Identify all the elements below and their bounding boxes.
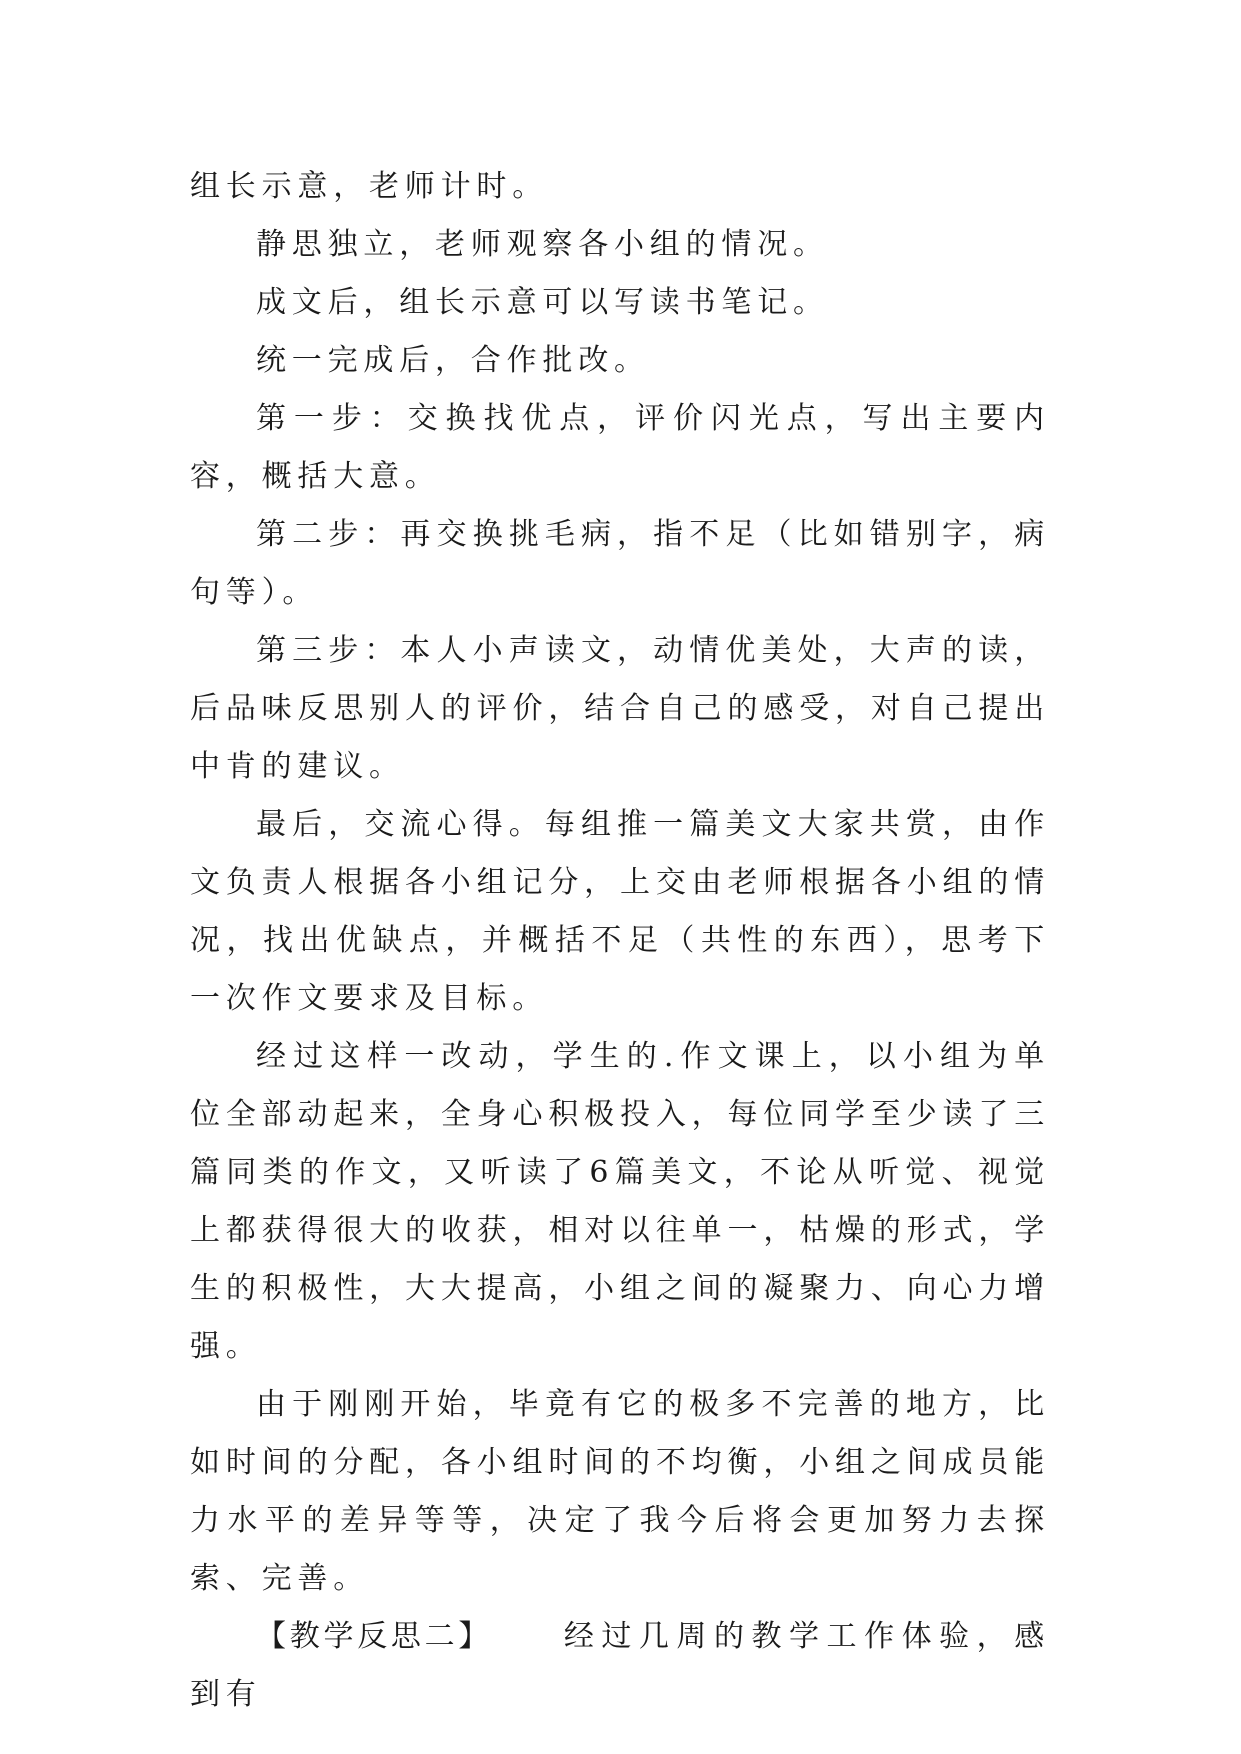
paragraph-8: 最后，交流心得。每组推一篇美文大家共赏，由作文负责人根据各小组记分，上交由老师根据各小组的情况，找出优缺点，并概括不足（共性的东西），思考下一次作文要求及目标。: [190, 807, 1050, 1016]
paragraph-7: 第三步：本人小声读文，动情优美处，大声的读，后品味反思别人的评价，结合自己的感受，对自己提出中肯的建议。: [190, 633, 1050, 784]
paragraph-10: 由于刚刚开始，毕竟有它的极多不完善的地方，比如时间的分配，各小组时间的不均衡，小组之间成员能力水平的差异等等，决定了我今后将会更加努力去探索、完善。: [190, 1387, 1050, 1596]
paragraph-2: 静思独立，老师观察各小组的情况。: [256, 227, 829, 262]
section-heading: 【教学反思二】: [256, 1619, 493, 1654]
paragraph-6: 第二步：再交换挑毛病，指不足（比如错别字，病句等）。: [190, 517, 1050, 610]
paragraph-4: 统一完成后，合作批改。: [256, 343, 650, 378]
section-line: [190, 1608, 1050, 1724]
paragraph-3: 成文后，组长示意可以写读书笔记。: [256, 285, 829, 320]
paragraph-1: 组长示意，老师计时。: [190, 169, 548, 204]
paragraph-5: 第一步：交换找优点，评价闪光点，写出主要内容，概括大意。: [190, 401, 1050, 494]
paragraph-9: 经过这样一改动，学生的.作文课上，以小组为单位全部动起来，全身心积极投入，每位同学至少读了三篇同类的作文，又听读了6篇美文，不论从听觉、视觉上都获得很大的收获，相对以往单一，枯燥的形式，学生的积极性，大大提高，小组之间的凝聚力、向心力增强。: [190, 1039, 1050, 1364]
document-body: [190, 158, 1050, 1724]
section-text: 经过几周的教学工作体验，感到有: [190, 1619, 1050, 1712]
